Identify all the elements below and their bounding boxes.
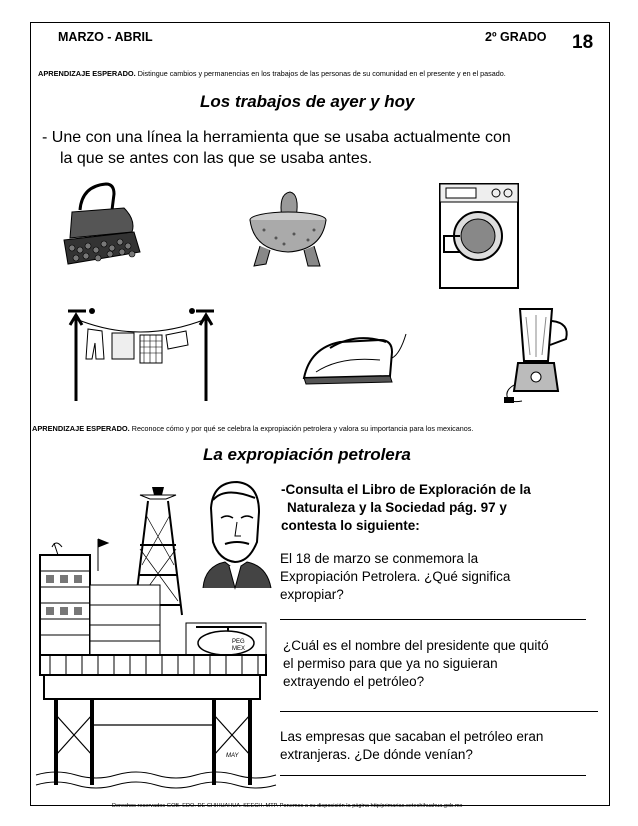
question-line: ¿Cuál es el nombre del presidente que quitó xyxy=(283,638,549,653)
question-1 xyxy=(280,550,510,604)
aprendizaje-text: Distingue cambios y permanencias en los trabajos de las personas de su comunidad en el presente y en el pasado. xyxy=(137,69,506,78)
consult-line-1: -Consulta el Libro de Exploración de la xyxy=(281,482,531,497)
svg-text:MEX: MEX xyxy=(232,646,246,652)
aprendizaje-label: APRENDIZAJE ESPERADO. xyxy=(32,424,130,433)
consult-line-3: contesta lo siguiente: xyxy=(281,518,420,533)
molcajete-image xyxy=(244,188,332,270)
consult-line-2: Naturaleza y la Sociedad pág. 97 y xyxy=(287,500,507,515)
instruction xyxy=(42,127,612,169)
instruction-line-2: la que se antes con las que se usaba antes. xyxy=(60,150,373,167)
svg-text:PEG: PEG xyxy=(232,639,245,645)
oil-platform-image xyxy=(36,485,276,800)
question-line: el permiso para que ya no siguieran xyxy=(283,656,498,671)
question-line: extranjeras. ¿De dónde venían? xyxy=(280,747,473,762)
header-months: MARZO - ABRIL xyxy=(58,30,153,44)
aprendizaje-text: Reconoce cómo y por qué se celebra la expropiación petrolera y valora su importancia para los mexicanos. xyxy=(131,424,474,433)
answer-line-1[interactable] xyxy=(280,619,586,620)
page-number: 18 xyxy=(572,32,594,53)
section2-title: La expropiación petrolera xyxy=(203,445,411,464)
svg-text:MAY: MAY xyxy=(226,753,239,759)
clothesline-image xyxy=(62,305,230,405)
instruction-line-1: - Une con una línea la herramienta que se usaba actualmente con xyxy=(42,129,511,146)
section1-title: Los trabajos de ayer y hoy xyxy=(200,92,415,111)
question-line: extrayendo el petróleo? xyxy=(283,674,425,689)
answer-line-2[interactable] xyxy=(280,711,598,712)
aprendizaje-label: APRENDIZAJE ESPERADO. xyxy=(38,69,136,78)
question-line: Las empresas que sacaban el petróleo eran xyxy=(280,729,544,744)
question-line: expropiar? xyxy=(280,587,344,602)
aprendizaje-esperado-2 xyxy=(32,424,473,433)
question-line: Expropiación Petrolera. ¿Qué significa xyxy=(280,569,511,584)
electric-iron-image xyxy=(300,328,408,388)
header-grade: 2º GRADO xyxy=(485,30,547,44)
footer-text: Derechos reservados GOB. EDO. DE CHIHUAHUA. SEECH. MTP. Ponemos a su disposición la página http/primarias.cetechihuahua.gob.mx xyxy=(112,803,463,809)
question-3 xyxy=(280,728,543,764)
consult-instruction xyxy=(281,481,531,535)
answer-line-3[interactable] xyxy=(280,775,586,776)
washing-machine-image xyxy=(438,182,520,292)
question-2 xyxy=(283,637,549,691)
blender-image xyxy=(500,305,582,405)
old-iron-image xyxy=(62,180,144,270)
aprendizaje-esperado-1 xyxy=(38,69,506,78)
question-line: El 18 de marzo se conmemora la xyxy=(280,551,479,566)
